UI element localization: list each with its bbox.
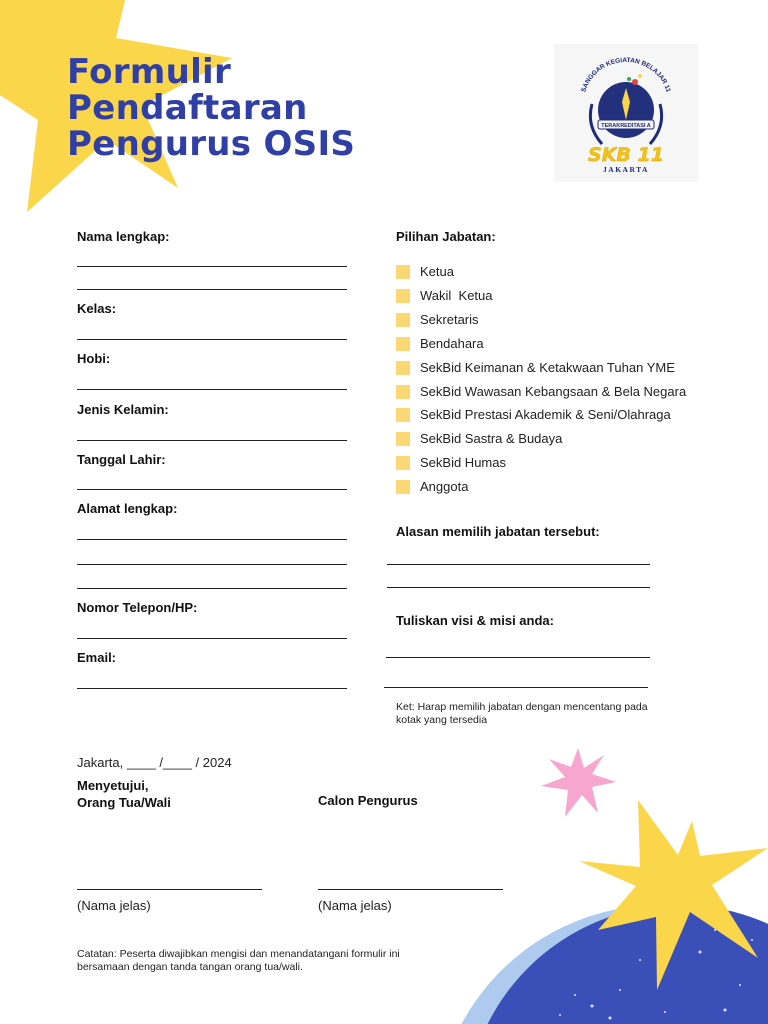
jabatan-option-label: SekBid Wawasan Kebangsaan & Bela Negara [420,384,687,399]
ket-note: Ket: Harap memilih jabatan dengan mencentang pada kotak yang tersedia [396,701,648,726]
jabatan-option-label: Anggota [420,479,469,494]
input-line-kelas[interactable] [77,339,347,340]
title-line-1: Formulir [67,52,232,92]
input-line-alasan-2[interactable] [387,587,650,588]
field-label-telepon: Nomor Telepon/HP: [77,600,198,615]
input-line-alamat-1[interactable] [77,539,347,540]
visi-label: Tuliskan visi & misi anda: [396,613,554,628]
jabatan-option[interactable] [396,479,468,494]
jabatan-option[interactable] [396,312,479,327]
input-line-visi-1[interactable] [386,657,650,658]
field-label-kelas: Kelas: [77,301,117,316]
checkbox[interactable] [396,432,410,446]
jabatan-option-label: SekBid Humas [420,455,506,470]
jabatan-option[interactable] [396,288,493,303]
input-line-alamat-3[interactable] [77,588,347,589]
checkbox[interactable] [396,313,410,327]
input-line-tanggal-lahir[interactable] [77,489,347,490]
field-label-nama: Nama lengkap: [77,229,170,244]
jabatan-option-label: Bendahara [420,336,484,351]
signature-line-candidate[interactable] [318,889,503,890]
checkbox[interactable] [396,289,410,303]
input-line-email[interactable] [77,688,347,689]
checkbox[interactable] [396,408,410,422]
checkbox[interactable] [396,385,410,399]
logo-name: SKB 11 [588,144,664,166]
planet-star-decoration [440,740,768,1024]
name-hint-parent: (Nama jelas) [77,898,151,913]
jabatan-option-label: SekBid Sastra & Budaya [420,431,563,446]
approve-line-1: Menyetujui, [77,778,149,793]
footer-note: Catatan: Peserta diwajibkan mengisi dan menandatangani formulir ini bersamaan dengan tanda tangan orang tua/wali. [77,948,400,973]
date-line: Jakarta, ____ /____ / 2024 [77,755,232,770]
jabatan-option-label: SekBid Keimanan & Ketakwaan Tuhan YME [420,360,675,375]
jabatan-option[interactable] [396,431,562,446]
logo-ribbon-text: TERAKREDITASI A [601,123,651,129]
checkbox[interactable] [396,361,410,375]
jabatan-option-label: SekBid Prestasi Akademik & Seni/Olahraga [420,407,671,422]
input-line-telepon[interactable] [77,638,347,639]
name-hint-candidate: (Nama jelas) [318,898,392,913]
field-label-tanggal-lahir: Tanggal Lahir: [77,452,166,467]
input-line-alamat-2[interactable] [77,564,347,565]
checkbox[interactable] [396,337,410,351]
input-line-visi-2[interactable] [384,687,648,688]
title-line-3: Pengurus OSIS [67,124,356,164]
jabatan-option[interactable] [396,336,484,351]
jabatan-option-label: Wakil Ketua [420,288,493,303]
jabatan-option[interactable] [396,264,454,279]
input-line-alasan-1[interactable] [387,564,650,565]
checkbox[interactable] [396,456,410,470]
jabatan-option-label: Sekretaris [420,312,479,327]
checkbox[interactable] [396,480,410,494]
logo-emblem [554,44,698,182]
jabatan-option[interactable] [396,455,506,470]
jabatan-option[interactable] [396,384,686,399]
jabatan-option[interactable] [396,360,675,375]
field-label-hobi: Hobi: [77,351,111,366]
input-line-hobi[interactable] [77,389,347,390]
alasan-label: Alasan memilih jabatan tersebut: [396,524,600,539]
page-title [67,54,355,162]
input-line-nama-1[interactable] [77,266,347,267]
field-label-alamat: Alamat lengkap: [77,501,178,516]
input-line-jenis-kelamin[interactable] [77,440,347,441]
skb-logo [554,44,698,182]
jabatan-option[interactable] [396,407,671,422]
candidate-label: Calon Pengurus [318,793,418,808]
title-line-2: Pendaftaran [67,88,308,128]
jabatan-option-label: Ketua [420,264,454,279]
field-label-jenis-kelamin: Jenis Kelamin: [77,402,169,417]
approve-line-2: Orang Tua/Wali [77,795,171,810]
logo-city: JAKARTA [603,165,649,174]
logo-arc-text: SANGGAR KEGIATAN BELAJAR 11 [580,56,672,94]
jabatan-label: Pilihan Jabatan: [396,229,496,244]
field-label-email: Email: [77,650,117,665]
checkbox[interactable] [396,265,410,279]
signature-line-parent[interactable] [77,889,262,890]
input-line-nama-2[interactable] [77,289,347,290]
